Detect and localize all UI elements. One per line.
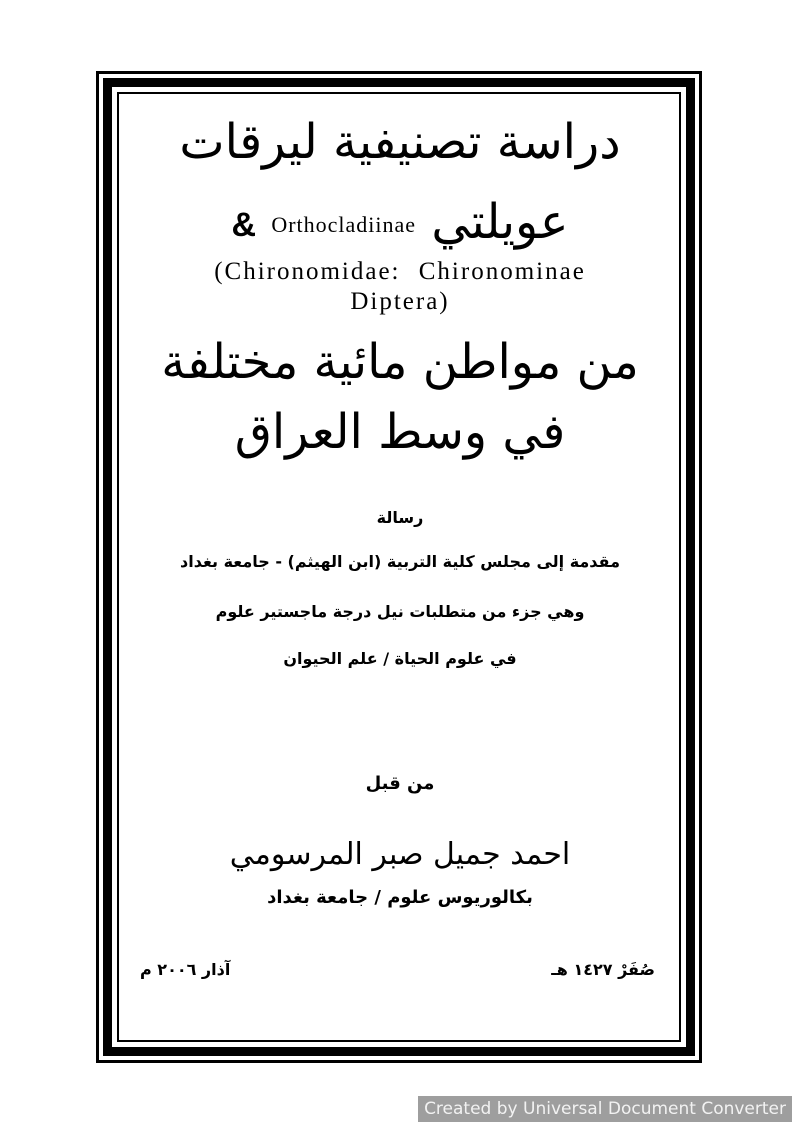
by-label: من قبل <box>365 773 435 794</box>
title-latin-subfamily: Orthocladiinae <box>271 212 417 237</box>
gregorian-date: آذار ٢٠٠٦ م <box>140 960 231 979</box>
author-degree: بكالوريوس علوم / جامعة بغداد <box>267 887 533 908</box>
submission-line-1: مقدمة إلى مجلس كلية التربية (ابن الهيثم) - جامعة بغداد <box>180 552 620 571</box>
submission-line-2: وهي جزء من متطلبات نيل درجة ماجستير علوم <box>215 602 585 621</box>
title-line-4: Diptera) <box>350 288 450 315</box>
converter-watermark: Created by Universal Document Converter <box>418 1096 792 1122</box>
title-line-2 <box>130 192 670 255</box>
title-ampersand: & <box>231 206 257 244</box>
title-line-1: دراسة تصنيفية ليرقات <box>179 114 621 170</box>
thesis-label: رسالة <box>376 508 424 527</box>
hijri-date: صُفَرْ ١٤٢٧ هـ <box>551 960 655 979</box>
submission-line-3: في علوم الحياة / علم الحيوان <box>283 649 517 668</box>
title-line-5: من مواطن مائية مختلفة <box>161 334 639 390</box>
title-line-6: في وسط العراق <box>234 404 566 460</box>
title-arabic-subfamily: عويلتي <box>431 194 569 250</box>
author-name: احمد جميل صبر المرسومي <box>229 837 571 872</box>
title-line-3: (Chironomidae: Chironominae <box>214 258 586 285</box>
